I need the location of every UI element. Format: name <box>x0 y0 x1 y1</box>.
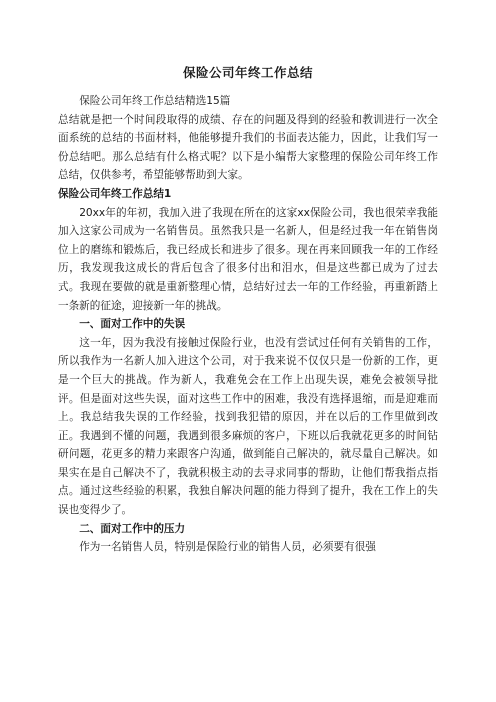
section-heading: 保险公司年终工作总结1 <box>58 187 172 200</box>
intro-paragraph: 总结就是把一个时间段取得的成绩、存在的问题及得到的经验和教训进行一次全面系统的总结的书面材料，他能够提升我们的书面表达能力，因此，让我们写一份总结吧。那么总结有什么格式呢？以下是小编帮大家整理的保险公司年终工作总结，仅供参考，希望能够帮助到大家。 <box>58 113 438 182</box>
section-paragraph: 20xx年的年初，我加入进了我现在所在的这家xx保险公司，我也很荣幸我能加入这家公司成为一名销售员。虽然我只是一名新人，但是经过我一年在销售岗位上的磨练和锻炼后，我已经成长和进步了很多。现在再来回顾我一年的工作经历，我发现我这成长的背后包含了很多付出和泪水，但是这些都已成为了过去式。我现在要做的就是重新整理心情，总结好过去一年的工作经验，再重新踏上一条新的征途，迎接新一年的挑战。 <box>58 206 438 312</box>
subsection-paragraph: 这一年，因为我没有接触过保险行业，也没有尝试过任何有关销售的工作，所以我作为一名新人加入进这个公司，对于我来说不仅仅只是一份新的工作，更是一个巨大的挑战。作为新人，我难免会在工作上出现失误，难免会被领导批评。但是面对这些失误，面对这些工作中的困难，我没有选择退缩，而是迎难而上。我总结我失误的工作经验，找到我犯错的原因，并在以后的工作里做到改正。我遇到不懂的问题，我遇到很多麻烦的客户，下班以后我就花更多的时间钻研问题，花更多的精力来跟客户沟通，做到能自己解决的，就尽量自己解决。如果实在是自己解决不了，我就积极主动的去寻求同事的帮助，让他们帮我指点指点。通过这些经验的积累，我独自解决问题的能力得到了提升，我在工作上的失误也变得少了。 <box>58 336 438 517</box>
subsection-heading: 二、面对工作中的压力 <box>79 522 186 535</box>
intro-subtitle: 保险公司年终工作总结精选15篇 <box>79 95 231 107</box>
document-title: 保险公司年终工作总结 <box>182 65 313 80</box>
subsection-paragraph: 作为一名销售人员，特别是保险行业的销售人员，必须要有很强 <box>79 541 376 554</box>
subsection-heading: 一、面对工作中的失误 <box>79 318 186 331</box>
